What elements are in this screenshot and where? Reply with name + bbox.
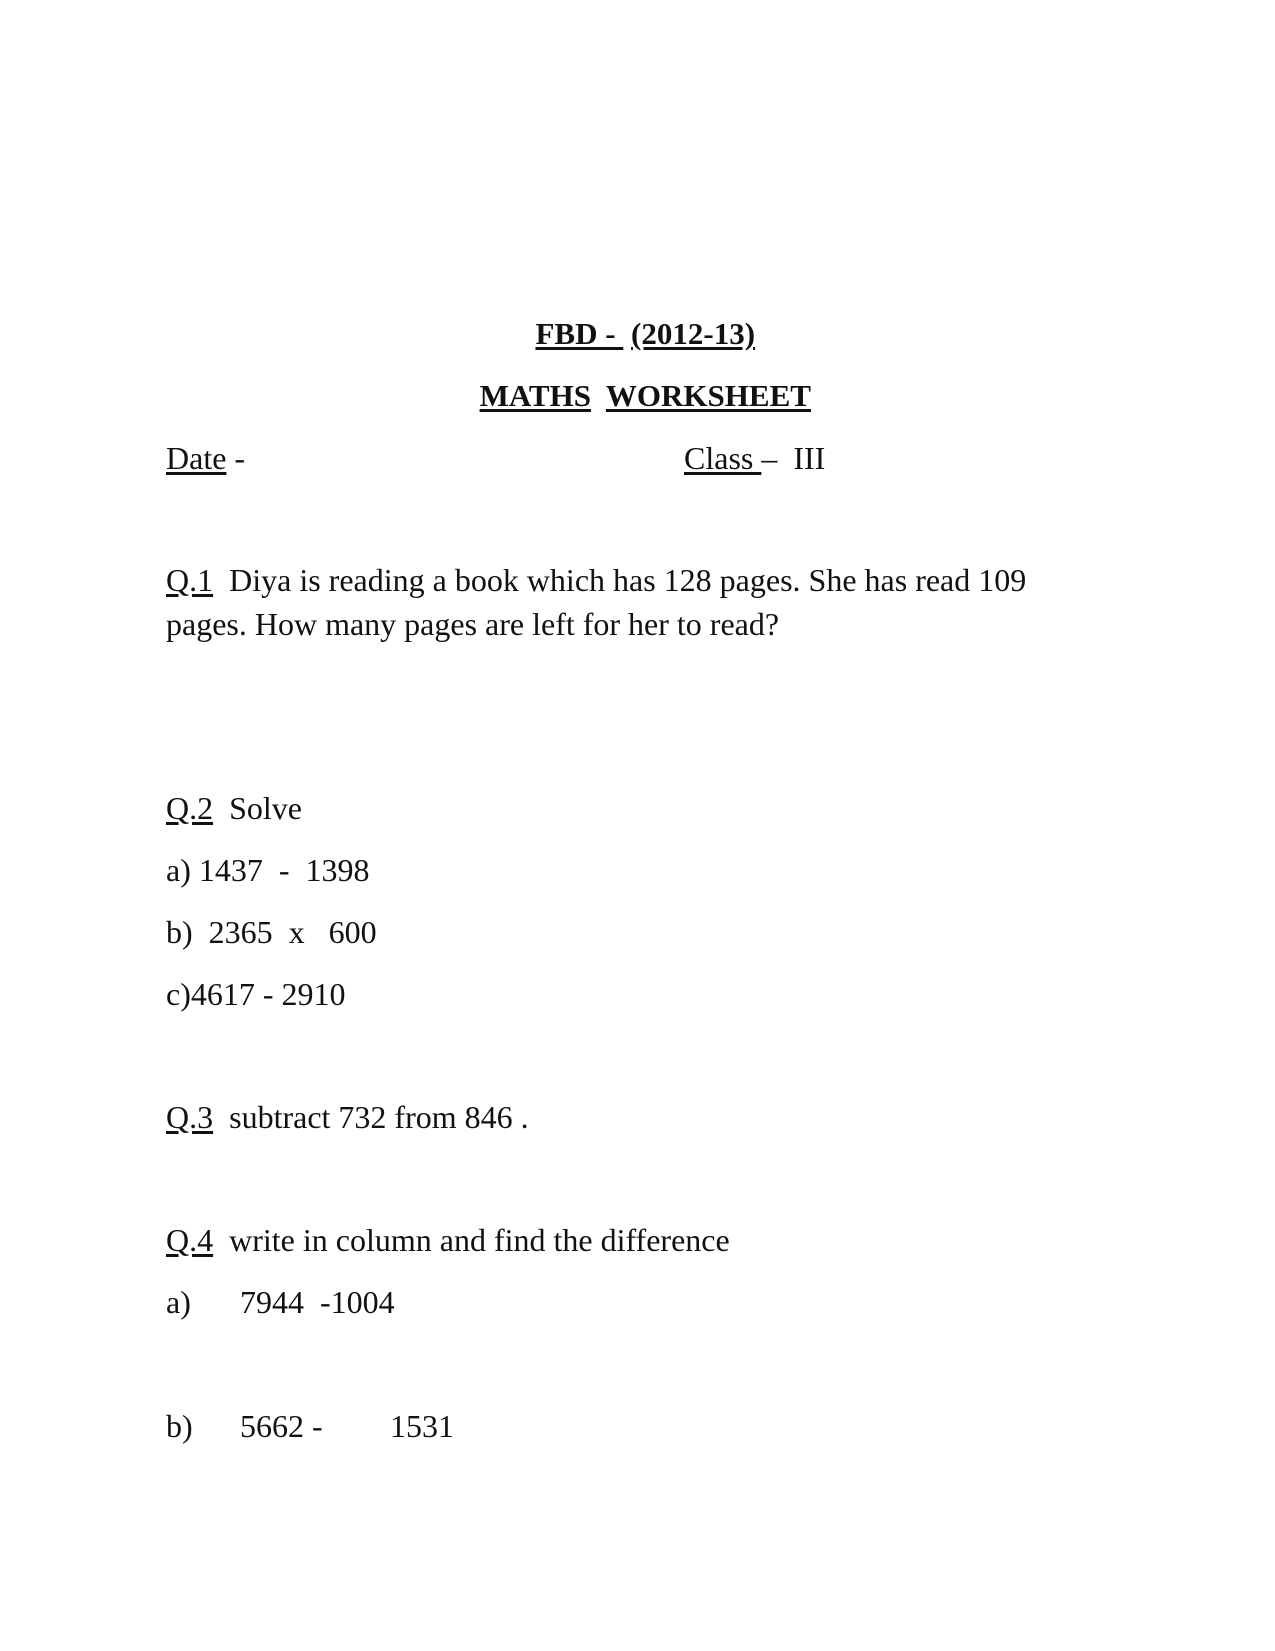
part-label: c) [166,976,191,1012]
question-number: Q.2 [166,790,214,826]
question-3 [150,1069,529,1133]
question-2 [150,760,302,824]
class-label: Class [684,440,762,476]
part-label: a) [166,852,191,888]
question-2-part-b [150,884,377,948]
part-expression: 2365 x 600 [208,914,377,950]
header-separator: - [597,316,624,351]
school-code: FBD [535,316,598,351]
part-expression: 7944 -1004 [240,1284,395,1320]
title-maths: MATHS [479,378,591,413]
question-text: pages. How many pages are left for her to read? [166,606,780,642]
session-year: (2012-13) [631,316,756,351]
question-text: write in column and find the difference [229,1222,730,1258]
part-label: a) [166,1284,191,1320]
part-expression-left: 5662 - [240,1408,323,1444]
question-4-part-a [150,1254,395,1318]
part-expression: 4617 - 2910 [190,976,346,1012]
class-value: III [793,440,826,476]
question-number: Q.4 [166,1222,214,1258]
question-text: Solve [229,790,302,826]
class-dash: – [761,440,786,476]
worksheet-title [0,348,1275,412]
question-1-continued [150,576,779,640]
date-label: Date [166,440,227,476]
part-expression-right: 1531 [390,1408,454,1444]
question-text: subtract 732 from 846 . [229,1099,529,1135]
question-4 [150,1192,730,1256]
title-worksheet: WORKSHEET [605,378,811,413]
date-suffix: - [226,440,246,476]
part-label: b) [166,914,193,950]
question-number: Q.1 [166,562,214,598]
date-row [150,410,245,474]
question-4-part-b [150,1378,454,1442]
part-label: b) [166,1408,193,1444]
part-expression: 1437 - 1398 [198,852,370,888]
question-2-part-a [150,822,370,886]
question-2-part-c [150,946,346,1010]
class-row [668,410,825,474]
question-number: Q.3 [166,1099,214,1135]
worksheet-header [0,286,1275,350]
question-text: Diya is reading a book which has 128 pages. She has read 109 [229,562,1027,598]
